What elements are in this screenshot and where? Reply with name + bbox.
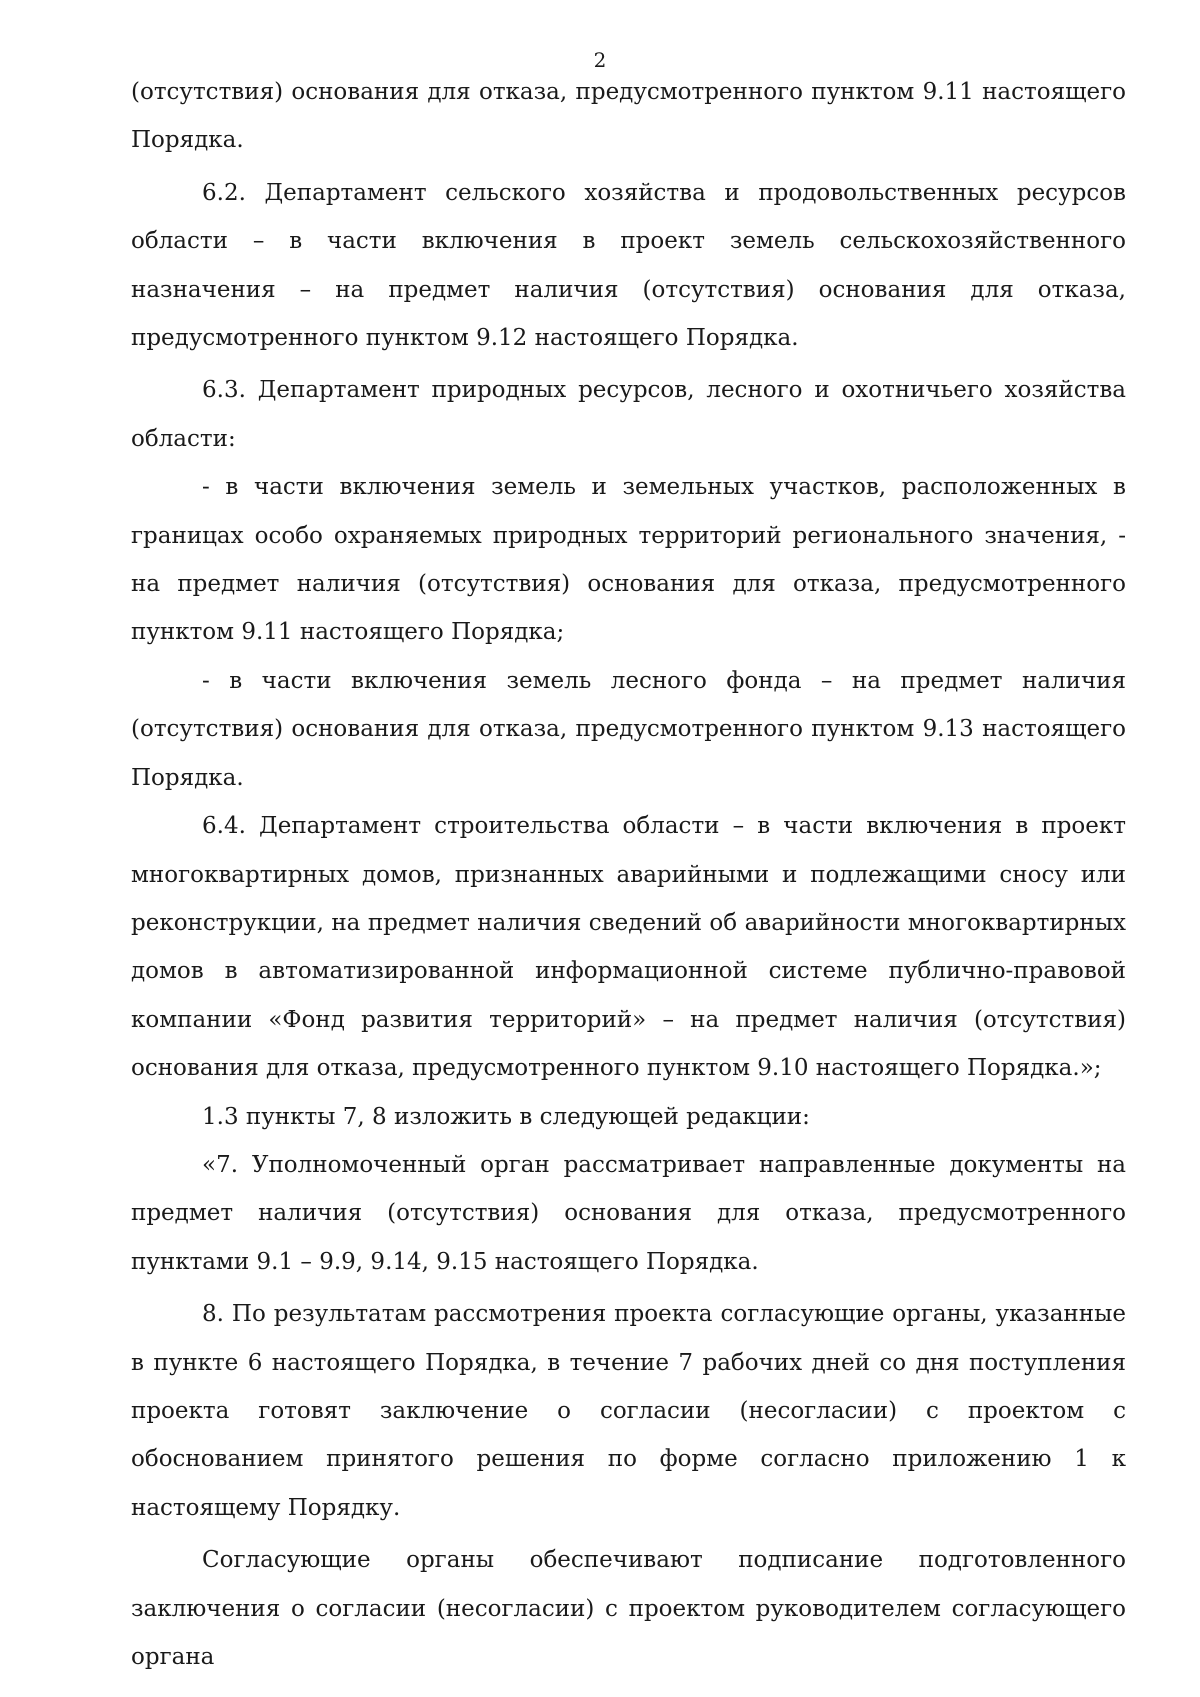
paragraph-1-3: 1.3 пункты 7, 8 изложить в следующей редакции: xyxy=(202,1103,810,1130)
paragraph-8: 8. По результатам рассмотрения проекта согласующие органы, указанные в пункте 6 настоящего Порядка, в течение 7 рабочих дней со дня поступления проекта готовят заключение о согласии (несогласии) с проектом с обоснованием принятого решения по форме согласно приложению 1 к настоящему Порядку. xyxy=(131,1301,1126,1521)
paragraph-6-3-item-1: - в части включения земель и земельных участков, расположенных в границах особо охраняемых природных территорий регионального значения, - на предмет наличия (отсутствия) основания для отказа, предусмотренного пунктом 9.11 настоящего Порядка; xyxy=(131,474,1126,646)
paragraph-6-2: 6.2. Департамент сельского хозяйства и продовольственных ресурсов области – в части включения в проект земель сельскохозяйственного назначения – на предмет наличия (отсутствия) основания для отказа, предусмотренного пунктом 9.12 настоящего Порядка. xyxy=(131,179,1126,352)
paragraph-continuation: (отсутствия) основания для отказа, предусмотренного пунктом 9.11 настоящего Порядка. xyxy=(131,79,1126,154)
paragraph-6-3-item-2: - в части включения земель лесного фонда – на предмет наличия (отсутствия) основания для отказа, предусмотренного пунктом 9.13 настоящего Порядка. xyxy=(131,667,1126,791)
document-body xyxy=(131,68,1126,1681)
page-number: 2 xyxy=(593,48,607,72)
paragraph-7: «7. Уполномоченный орган рассматривает направленные документы на предмет наличия (отсутствия) основания для отказа, предусмотренного пунктами 9.1 – 9.9, 9.14, 9.15 настоящего Порядка. xyxy=(131,1151,1126,1275)
paragraph-8-continuation: Согласующие органы обеспечивают подписание подготовленного заключения о согласии (несогласии) с проектом руководителем согласующего органа xyxy=(131,1547,1126,1670)
paragraph-6-3: 6.3. Департамент природных ресурсов, лесного и охотничьего хозяйства области: xyxy=(131,377,1126,452)
paragraph-6-4: 6.4. Департамент строительства области – в части включения в проект многоквартирных домов, признанных аварийными и подлежащими сносу или реконструкции, на предмет наличия сведений об аварийности многоквартирных домов в автоматизированной информационной системе публично-правовой компании «Фонд развития территорий» – на предмет наличия (отсутствия) основания для отказа, предусмотренного пунктом 9.10 настоящего Порядка.»; xyxy=(131,813,1126,1082)
